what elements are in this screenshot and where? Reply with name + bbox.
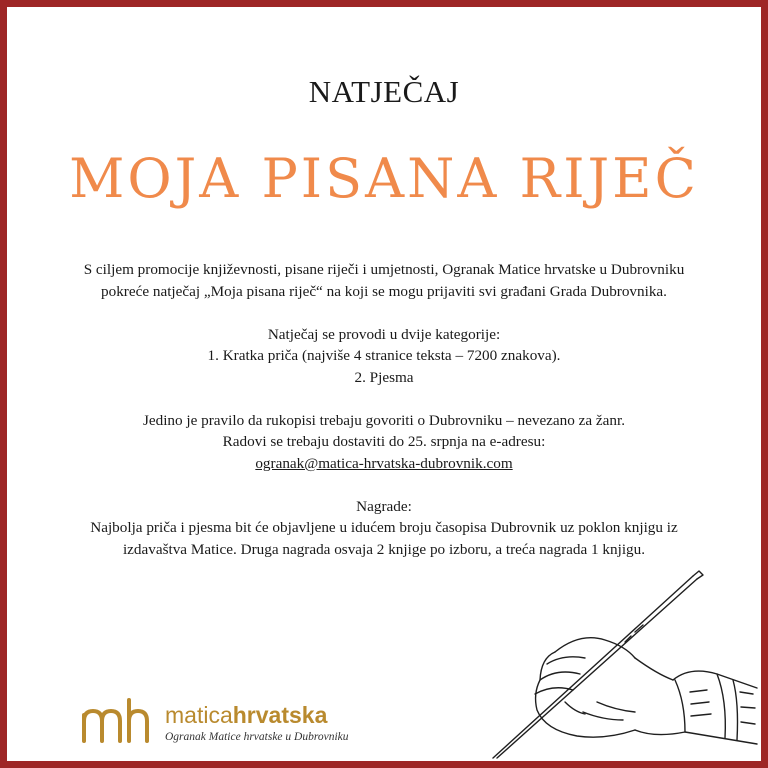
kicker-heading: NATJEČAJ: [308, 74, 460, 109]
category-item: 1. Kratka priča (najviše 4 stranice teksta – 7200 znakova).: [207, 347, 561, 364]
hand-writing-with-pen-icon: [485, 562, 765, 762]
logo-wordmark: maticahrvatska: [165, 702, 328, 728]
mh-monogram-icon: [81, 697, 157, 743]
category-item: 2. Pjesma: [354, 368, 414, 386]
intro-paragraph: S ciljem promocije književnosti, pisane riječi i umjetnosti, Ogranak Matice hrvatske u Dubrovniku pokreće natječaj „Moja pisana riječ“ na koji se mogu prijaviti svi građani Grada Dubrovnika.: [83, 261, 685, 300]
announcement-body: [77, 259, 691, 560]
page-title: MOJA PISANA RIJEČ: [69, 147, 699, 210]
deadline-text: Radovi se trebaju dostaviti do 25. srpnja na e-adresu:: [222, 433, 546, 450]
rule-text: Jedino je pravilo da rukopisi trebaju govoriti o Dubrovniku – nevezano za žanr.: [142, 411, 626, 429]
prizes-text: Najbolja priča i pjesma bit će objavljene u idućem broju časopisa Dubrovnik uz poklon knjigu iz izdavaštva Matice. Druga nagrada osvaja 2 knjige po izboru, a treća nagrada 1 knjigu.: [90, 519, 678, 558]
prizes-heading: Nagrade:: [356, 497, 412, 515]
email-link[interactable]: ogranak@matica-hrvatska-dubrovnik.com: [255, 454, 513, 472]
categories-intro: Natječaj se provodi u dvije kategorije:: [267, 325, 501, 343]
logo-subtitle: Ogranak Matice hrvatske u Dubrovniku: [165, 731, 349, 743]
